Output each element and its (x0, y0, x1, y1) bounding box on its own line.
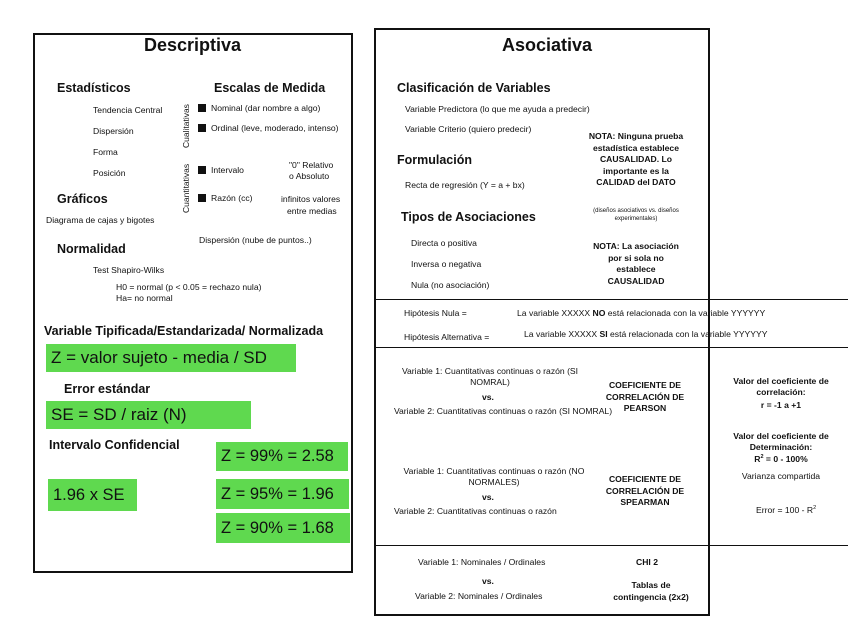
se-box: 1.96 x SE (48, 479, 137, 511)
error-heading: Error estándar (64, 382, 151, 396)
tipos-item: Nula (no asociación) (411, 280, 490, 290)
escala-intervalo: Intervalo (198, 165, 244, 175)
intervalo-heading: Intervalo Confidencial (49, 438, 180, 452)
correlacion-range: r = -1 a +1 (760, 400, 802, 410)
bullet-square-icon (198, 166, 206, 174)
normalidad-h0: H0 = normal (p < 0.05 = rechazo nula) (116, 282, 262, 292)
descriptiva-title: Descriptiva (144, 35, 242, 55)
intervalo-note: "0" Relativo (289, 160, 334, 170)
divider-chi (374, 545, 848, 546)
escalas-heading: Escalas de Medida (214, 81, 326, 95)
formulacion-recta: Recta de regresión (Y = a + bx) (405, 180, 525, 190)
pearson-vs: vs. (482, 392, 494, 402)
spearman-vs: vs. (482, 492, 494, 502)
error-formula: SE = SD / raiz (N) (46, 401, 251, 429)
graficos-heading: Gráficos (57, 192, 108, 206)
graficos-item: Diagrama de cajas y bigotes (46, 215, 155, 225)
spearman-variable-1: Variable 1: Cuantitativas continuas o razón (NO NORMALES) (403, 466, 585, 487)
error-formula-side: Error = $100 - R^2$ (756, 505, 817, 515)
tipos-heading: Tipos de Asociaciones (401, 210, 536, 224)
spearman-variable-2: Variable 2: Cuantitativas continuas o razón (394, 506, 557, 516)
clasificacion-criterio: Variable Criterio (quiero predecir) (405, 124, 532, 134)
normalidad-test: Test Shapiro-Wilks (93, 265, 165, 275)
divider-hipotesis-top (374, 299, 848, 300)
bullet-square-icon (198, 104, 206, 112)
correlacion-heading: Valor del coeficiente de correlación: (733, 376, 829, 397)
tipos-item: Directa o positiva (411, 238, 477, 248)
formulacion-heading: Formulación (397, 153, 473, 167)
hipotesis-alt-label: Hipótesis Alternativa = (404, 332, 490, 342)
nota-asociacion: NOTA: La asociación por si sola no establece CAUSALIDAD (593, 241, 679, 286)
graficos-dispersion: Dispersión (nube de puntos..) (199, 235, 312, 245)
z99-box: Z = 99% = 2.58 (216, 442, 348, 471)
z90-box: Z = 90% = 1.68 (216, 513, 350, 543)
determinacion-heading: Valor del coeficiente de Determinación: (733, 431, 829, 452)
estadisticos-item: Dispersión (93, 126, 134, 136)
estadisticos-item: Forma (93, 147, 118, 157)
hipotesis-nula-text: La variable XXXXX NO está relacionada con la variable YYYYYY (517, 308, 766, 318)
chi-variable-1: Variable 1: Nominales / Ordinales (418, 557, 546, 567)
clasificacion-predictora: Variable Predictora (lo que me ayuda a predecir) (405, 104, 590, 114)
spearman-name: COEFICIENTE DE CORRELACIÓN DE SPEARMAN (605, 474, 685, 507)
cualitativas-label: Cualitativas (181, 104, 191, 148)
pearson-variable-1: Variable 1: Cuantitativas continuas o razón (SI NOMRAL) (401, 366, 579, 387)
determinacion-range: $R^2 = 0 - 100\%$ (754, 454, 808, 464)
chi-name: CHI 2 (636, 557, 658, 567)
escala-ordinal: Ordinal (leve, moderado, intenso) (198, 123, 339, 133)
z95-box: Z = 95% = 1.96 (216, 479, 349, 509)
divider-hipotesis-bottom (374, 347, 848, 348)
escala-nominal: Nominal (dar nombre a algo) (198, 103, 320, 113)
varianza-compartida: Varianza compartida (741, 471, 821, 481)
tipificada-formula: Z = valor sujeto - media / SD (46, 344, 296, 372)
estadisticos-item: Tendencia Central (93, 105, 163, 115)
nota-causalidad: NOTA: Ninguna prueba estadística establece CAUSALIDAD. Lo importante es la CALIDAD del DATO (588, 131, 684, 187)
estadisticos-heading: Estadísticos (57, 81, 131, 95)
tipos-item: Inversa o negativa (411, 259, 482, 269)
clasificacion-heading: Clasificación de Variables (397, 81, 551, 95)
pearson-name: COEFICIENTE DE CORRELACIÓN DE PEARSON (605, 380, 685, 413)
chi-vs: vs. (482, 576, 494, 586)
disenos-note: (diseños asociativos vs. diseños experimentales) (593, 208, 679, 222)
asociativa-panel (374, 28, 710, 616)
cuantitativas-label: Cuantitativas (181, 163, 191, 213)
intervalo-note: o Absoluto (289, 171, 330, 181)
pearson-variable-2: Variable 2: Cuantitativas continuas o razón (SI NOMRAL) (393, 406, 613, 416)
chi-tablas: Tablas de contingencia (2x2) (613, 580, 689, 602)
estadisticos-item: Posición (93, 168, 126, 178)
bullet-square-icon (198, 124, 206, 132)
bullet-square-icon (198, 194, 206, 202)
chi-variable-2: Variable 2: Nominales / Ordinales (415, 591, 543, 601)
hipotesis-nula-label: Hipótesis Nula = (404, 308, 467, 318)
tipificada-heading: Variable Tipificada/Estandarizada/ Normalizada (44, 324, 324, 338)
razon-note: infinitos valores (281, 194, 341, 204)
escala-razon: Razón (cc) (198, 193, 253, 203)
normalidad-ha: Ha= no normal (116, 293, 173, 303)
razon-note: entre medias (287, 206, 337, 216)
asociativa-title: Asociativa (502, 35, 593, 55)
hipotesis-alt-text: La variable XXXXX SI está relacionada con la variable YYYYYY (524, 329, 768, 339)
normalidad-heading: Normalidad (57, 242, 126, 256)
